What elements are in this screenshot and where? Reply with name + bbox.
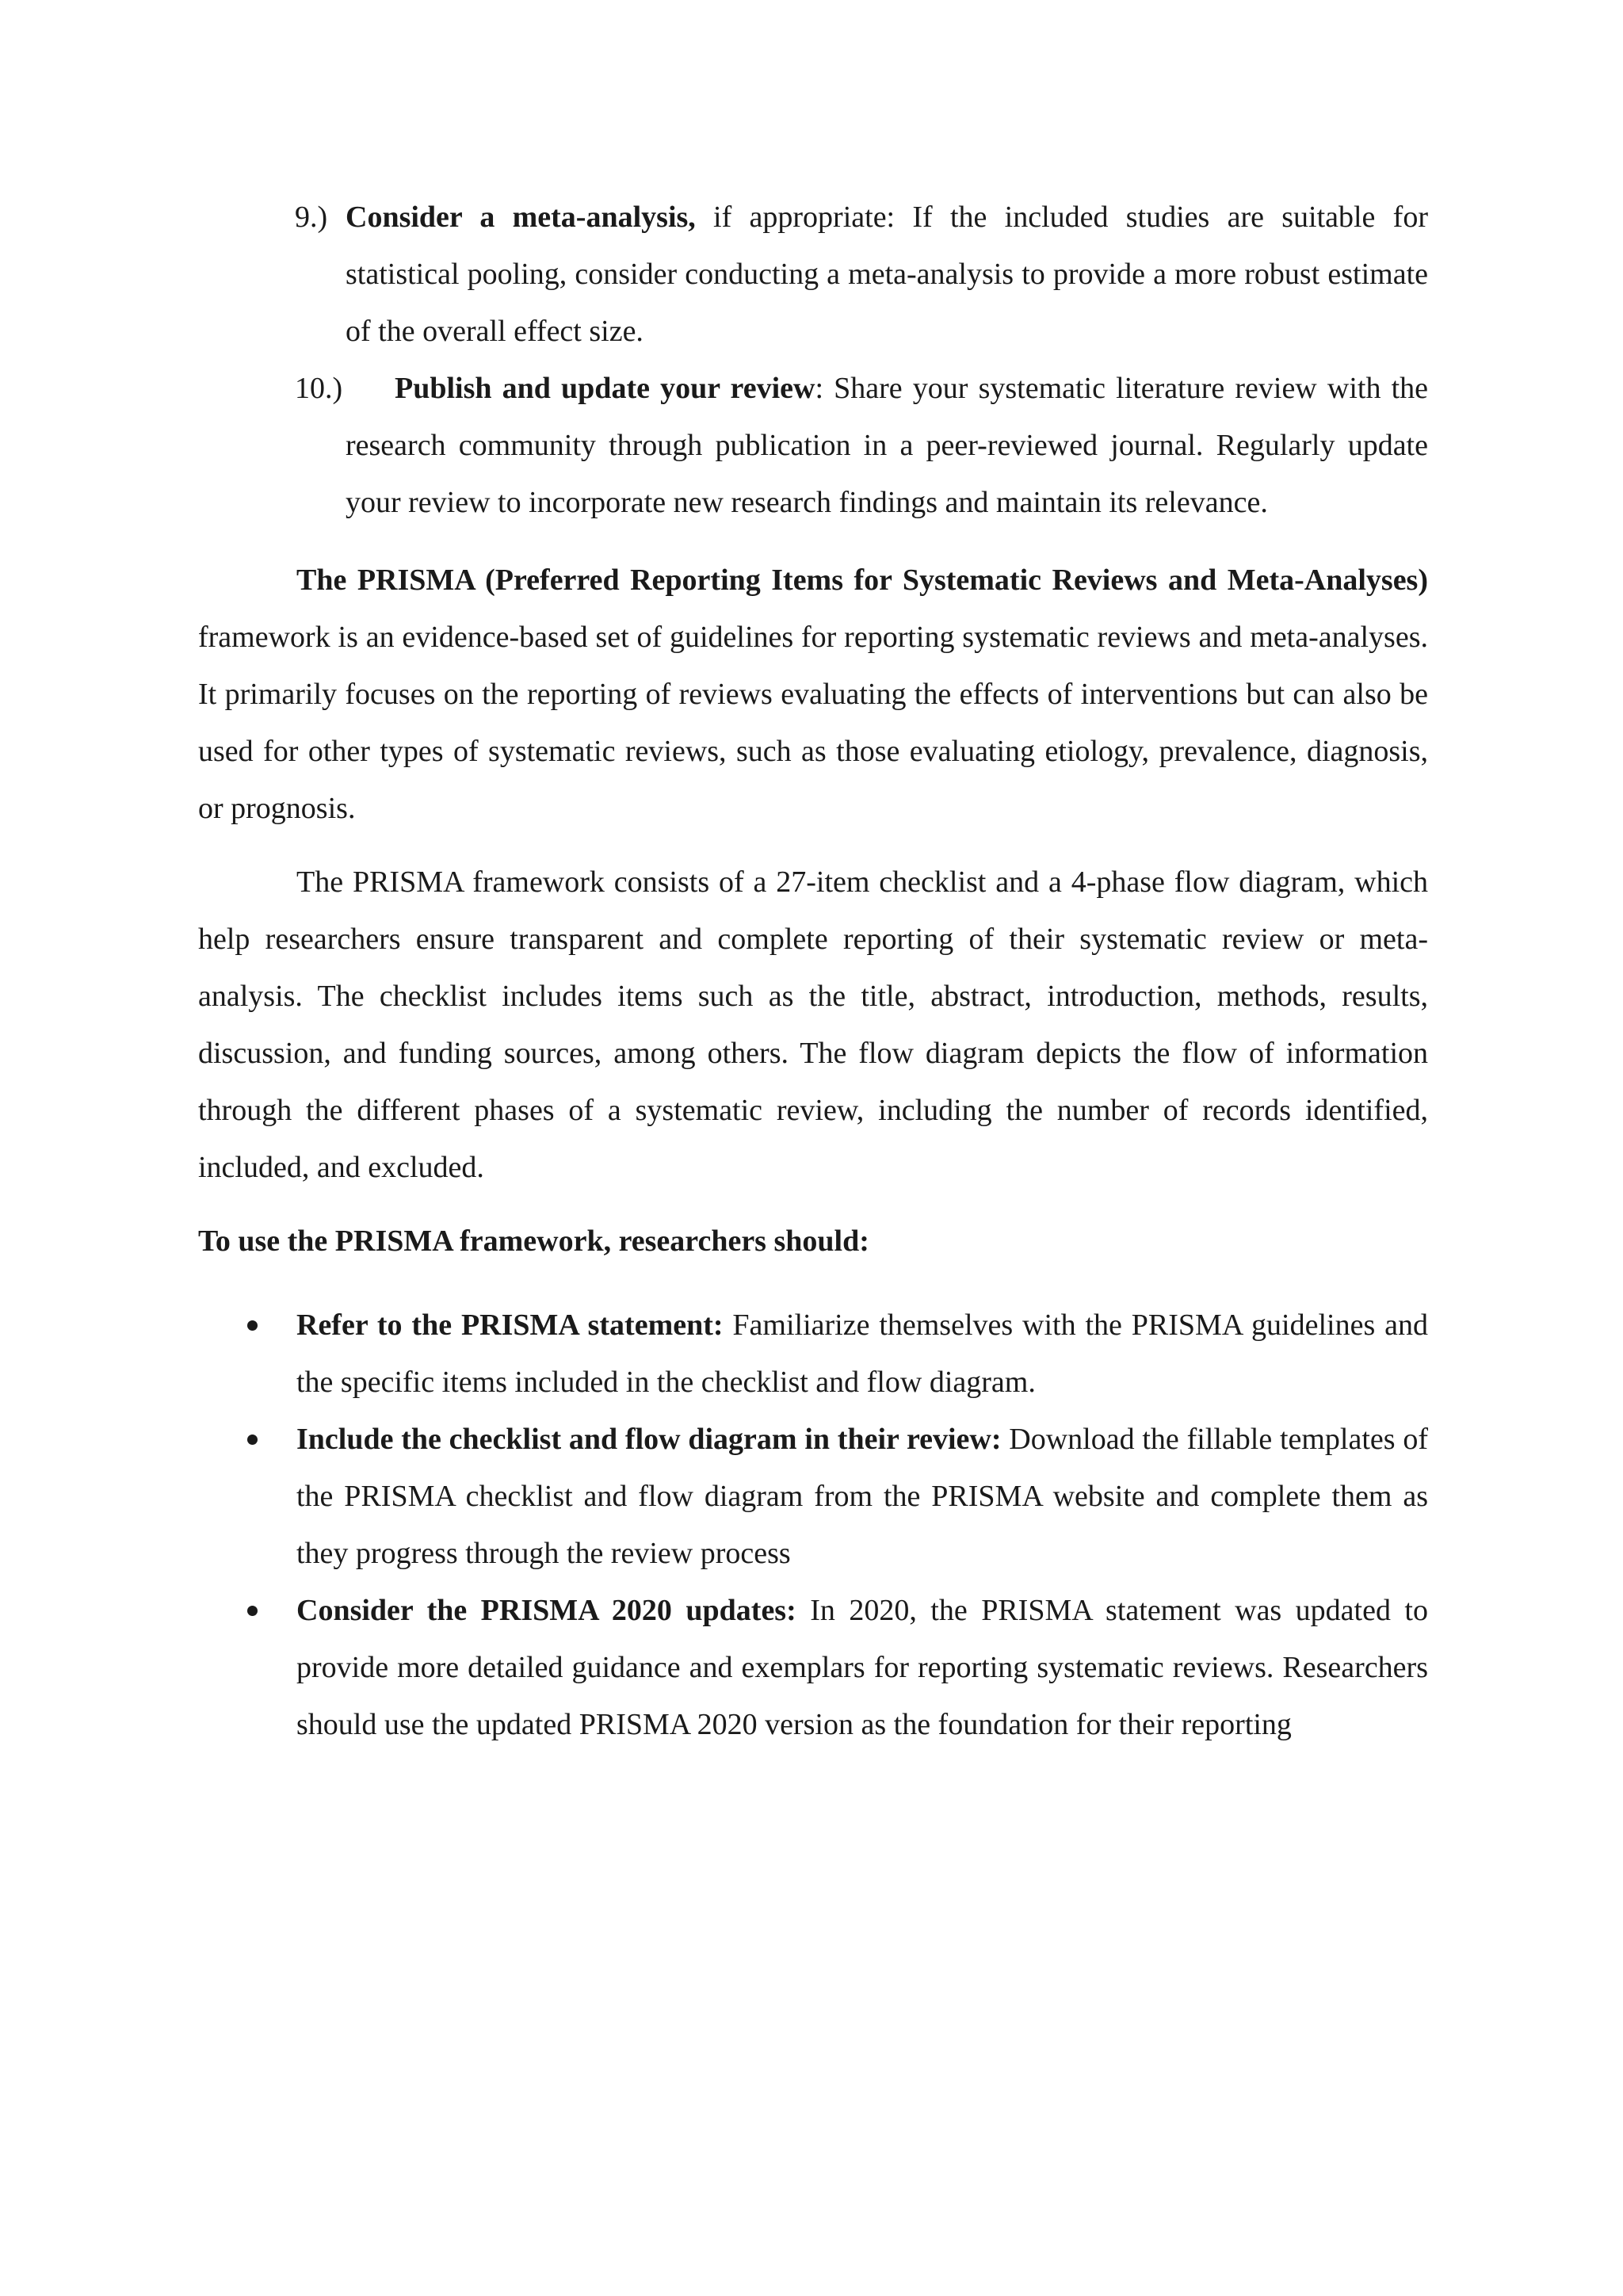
step-title: Publish and update your review bbox=[395, 372, 815, 405]
list-item-title: Include the checklist and flow diagram in their review: bbox=[296, 1423, 1002, 1456]
step-marker: 9.) bbox=[295, 201, 328, 234]
usage-heading: To use the PRISMA framework, researchers should: bbox=[198, 1224, 869, 1258]
list-item-text: Download the fillable templates of the PRISMA checklist and flow diagram from the PRISMA website and complete them as they progress through the review process bbox=[296, 1423, 1428, 1570]
list-item-title: Refer to the PRISMA statement: bbox=[296, 1308, 724, 1342]
step-text: : Share your systematic literature review with the research community through publication in a peer-reviewed journal. Regularly update your review to incorporate new research findings and maintain its relevance. bbox=[346, 372, 1428, 519]
list-item-title: Consider the PRISMA 2020 updates: bbox=[296, 1594, 796, 1627]
list-item bbox=[198, 1411, 1428, 1582]
list-item-text: In 2020, the PRISMA statement was updated to provide more detailed guidance and exemplars for reporting systematic reviews. Researchers should use the updated PRISMA 2020 version as the foundation for their reporting bbox=[296, 1594, 1428, 1741]
list-item-text: Familiarize themselves with the PRISMA guidelines and the specific items included in the checklist and flow diagram. bbox=[296, 1308, 1428, 1399]
usage-list bbox=[198, 1297, 1428, 1753]
step-item-9 bbox=[198, 189, 1428, 360]
step-text: if appropriate: If the included studies are suitable for statistical pooling, consider conducting a meta-analysis to provide a more robust estimate of the overall effect size. bbox=[346, 201, 1428, 348]
prisma-components-paragraph: The PRISMA framework consists of a 27-item checklist and a 4-phase flow diagram, which help researchers ensure transparent and complete reporting of their systematic review or meta-analysis. The checklist includes items such as the title, abstract, introduction, methods, results, discussion, and funding sources, among others. The flow diagram depicts the flow of information through the different phases of a systematic review, including the number of records identified, included, and excluded. bbox=[198, 865, 1428, 1184]
prisma-full-name: The PRISMA (Preferred Reporting Items for Systematic Reviews and Meta-Analyses) bbox=[296, 563, 1428, 597]
step-item-10 bbox=[198, 360, 1428, 531]
prisma-intro-text: framework is an evidence-based set of guidelines for reporting systematic reviews and meta-analyses. It primarily focuses on the reporting of reviews evaluating the effects of interventions but can also be used for other types of systematic reviews, such as those evaluating etiology, prevalence, diagnosis, or prognosis. bbox=[198, 621, 1428, 825]
bullet-icon bbox=[247, 1606, 258, 1616]
step-marker: 10.) bbox=[295, 372, 343, 405]
bullet-icon bbox=[247, 1320, 258, 1331]
numbered-steps bbox=[198, 189, 1428, 531]
list-item bbox=[198, 1582, 1428, 1753]
list-item bbox=[198, 1297, 1428, 1411]
step-title: Consider a meta-analysis, bbox=[346, 201, 696, 234]
bullet-icon bbox=[247, 1435, 258, 1445]
prisma-intro-paragraph bbox=[198, 552, 1428, 837]
